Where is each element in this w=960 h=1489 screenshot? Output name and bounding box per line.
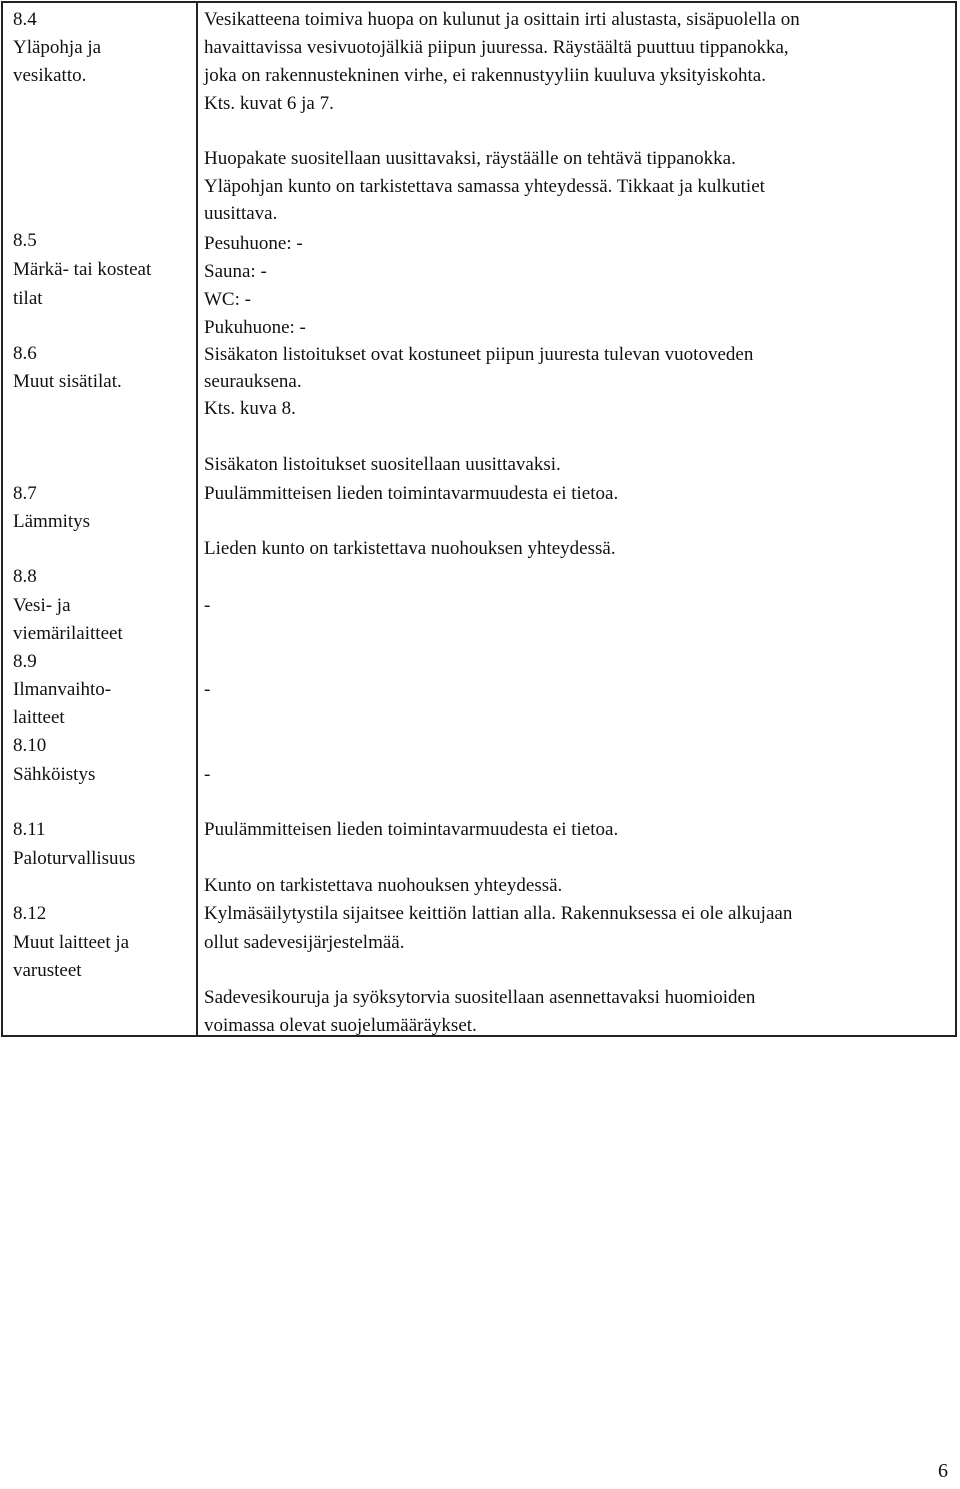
content-line: Sauna: -	[204, 261, 267, 282]
section-8-5-title: tilat	[13, 288, 43, 309]
section-8-8-number: 8.8	[13, 566, 37, 587]
section-8-9-title: laitteet	[13, 707, 65, 728]
section-8-5-title: Märkä- tai kosteat	[13, 259, 152, 280]
content-line: Yläpohjan kunto on tarkistettava samassa yhteydessä. Tikkaat ja kulkutiet	[204, 176, 765, 197]
page-number: 6	[938, 1460, 948, 1482]
content-dash: -	[204, 679, 211, 700]
content-line: Huopakate suositellaan uusittavaksi, räystäälle on tehtävä tippanokka.	[204, 148, 736, 169]
section-8-11-title: Paloturvallisuus	[13, 848, 136, 869]
column-divider	[196, 3, 198, 1035]
section-8-12-title: Muut laitteet ja	[13, 932, 130, 953]
content-line: Kunto on tarkistettava nuohouksen yhteydessä.	[204, 875, 563, 896]
content-line: Pukuhuone: -	[204, 317, 306, 338]
section-8-10-title: Sähköistys	[13, 764, 96, 785]
content-line: WC: -	[204, 289, 251, 310]
content-line: havaittavissa vesivuotojälkiä piipun juuressa. Räystäältä puuttuu tippanokka,	[204, 37, 789, 58]
content-line: Sisäkaton listoitukset suositellaan uusittavaksi.	[204, 454, 561, 475]
content-line: ollut sadevesijärjestelmää.	[204, 932, 405, 953]
content-line: voimassa olevat suojelumääräykset.	[204, 1015, 477, 1036]
content-line: Kts. kuvat 6 ja 7.	[204, 93, 334, 114]
section-8-7-number: 8.7	[13, 483, 37, 504]
section-8-4-title: Yläpohja ja	[13, 37, 102, 58]
section-8-6-number: 8.6	[13, 343, 37, 364]
section-8-6-title: Muut sisätilat.	[13, 371, 122, 392]
section-8-12-title: varusteet	[13, 960, 82, 981]
section-8-10-number: 8.10	[13, 735, 47, 756]
section-8-4-title: vesikatto.	[13, 65, 87, 86]
content-line: Pesuhuone: -	[204, 233, 303, 254]
content-dash: -	[204, 595, 211, 616]
content-line: Lieden kunto on tarkistettava nuohouksen yhteydessä.	[204, 538, 616, 559]
section-8-9-number: 8.9	[13, 651, 37, 672]
section-8-4-number: 8.4	[13, 9, 37, 30]
section-8-8-title: Vesi- ja	[13, 595, 71, 616]
content-line: uusittava.	[204, 203, 278, 224]
section-8-7-title: Lämmitys	[13, 511, 91, 532]
content-dash: -	[204, 764, 211, 785]
content-line: Sisäkaton listoitukset ovat kostuneet piipun juuresta tulevan vuotoveden	[204, 344, 754, 365]
section-8-12-number: 8.12	[13, 903, 47, 924]
content-line: seurauksena.	[204, 371, 302, 392]
content-line: Puulämmitteisen lieden toimintavarmuudesta ei tietoa.	[204, 483, 619, 504]
content-line: Kylmäsäilytystila sijaitsee keittiön lattian alla. Rakennuksessa ei ole alkujaan	[204, 903, 793, 924]
content-line: joka on rakennustekninen virhe, ei rakennustyyliin kuuluva yksityiskohta.	[204, 65, 766, 86]
section-8-5-number: 8.5	[13, 230, 37, 251]
section-8-11-number: 8.11	[13, 819, 46, 840]
content-line: Kts. kuva 8.	[204, 398, 296, 419]
section-8-8-title: viemärilaitteet	[13, 623, 123, 644]
content-line: Puulämmitteisen lieden toimintavarmuudesta ei tietoa.	[204, 819, 619, 840]
content-line: Vesikatteena toimiva huopa on kulunut ja osittain irti alustasta, sisäpuolella on	[204, 9, 800, 30]
content-line: Sadevesikouruja ja syöksytorvia suositellaan asennettavaksi huomioiden	[204, 987, 756, 1008]
findings-table	[1, 1, 957, 1037]
section-8-9-title: Ilmanvaihto-	[13, 679, 112, 700]
